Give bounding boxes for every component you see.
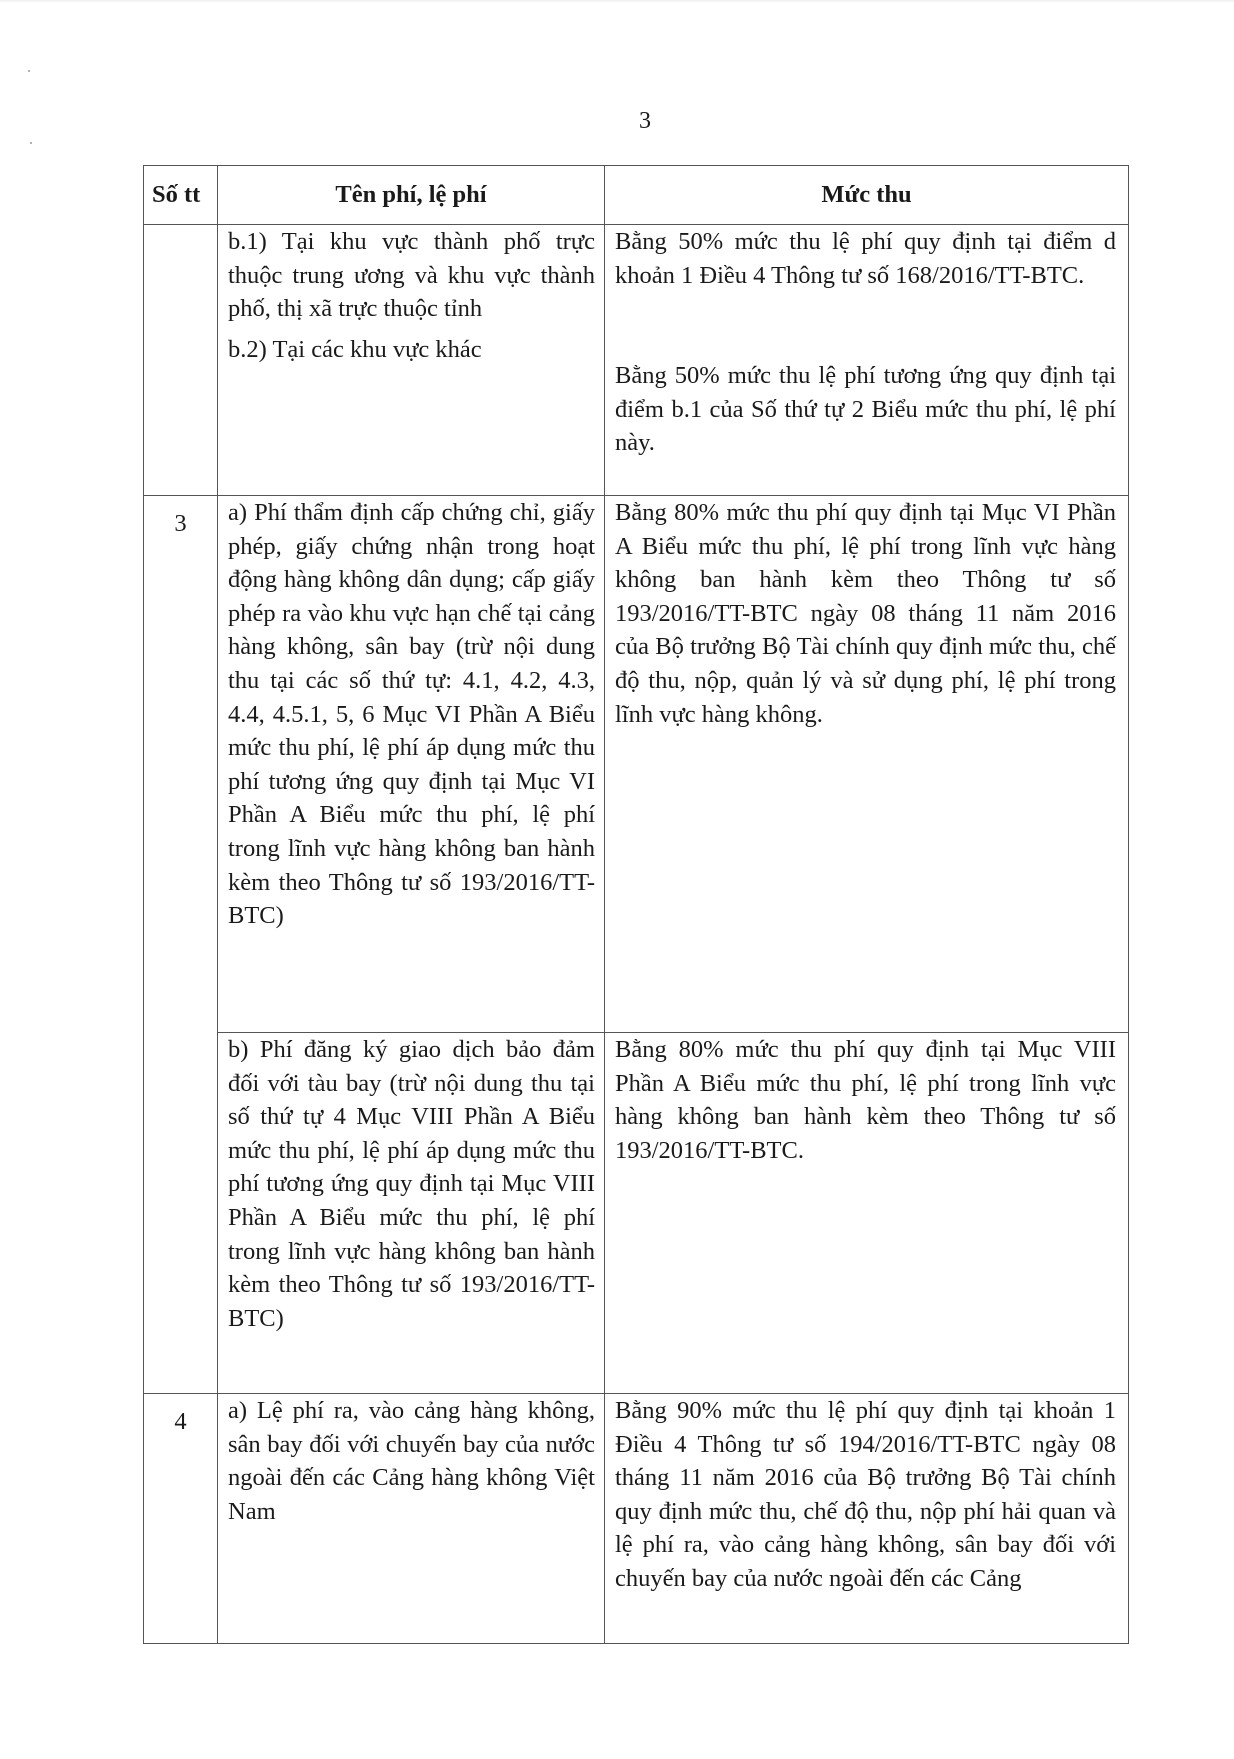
- scan-speck: [28, 70, 30, 72]
- row-fee-rate: [605, 1394, 1129, 1644]
- row-fee-name: [218, 225, 605, 496]
- stt-value: [144, 225, 217, 236]
- row-stt: [144, 496, 218, 1394]
- table-row: [144, 496, 1129, 1033]
- stt-value: 4: [174, 1408, 187, 1435]
- header-fee-rate: Mức thu: [605, 166, 1129, 225]
- scan-speck: [30, 142, 32, 144]
- fee-name-b2: b.2) Tại các khu vực khác: [228, 335, 482, 363]
- table-row: [144, 225, 1129, 496]
- header-fee-name: Tên phí, lệ phí: [218, 166, 605, 225]
- fee-rate-text: Bằng 80% mức thu phí quy định tại Mục VIII Phần A Biểu mức thu phí, lệ phí trong lĩnh vực hàng không ban hành kèm theo Thông tư số 193/2016/TT-BTC.: [615, 1036, 1116, 1164]
- stt-value: 3: [174, 510, 187, 537]
- row-stt: [144, 225, 218, 496]
- row-fee-name: [218, 1394, 605, 1644]
- fee-table: [143, 165, 1129, 1644]
- fee-rate-b2: Bằng 50% mức thu lệ phí tương ứng quy định tại điểm b.1 của Số thứ tự 2 Biểu mức thu phí, lệ phí này.: [615, 362, 1116, 457]
- row-stt: [144, 1394, 218, 1644]
- row-fee-name: [218, 1033, 605, 1394]
- fee-rate-text: Bằng 90% mức thu lệ phí quy định tại khoản 1 Điều 4 Thông tư số 194/2016/TT-BTC ngày 08 tháng 11 năm 2016 của Bộ trưởng Bộ Tài chính quy định mức thu, chế độ thu, nộp phí hải quan và lệ phí ra, vào cảng hàng không, sân bay đối với chuyến bay của nước ngoài đến các Cảng: [615, 1397, 1116, 1592]
- fee-rate-b1: Bằng 50% mức thu lệ phí quy định tại điểm d khoản 1 Điều 4 Thông tư số 168/2016/TT-BTC.: [615, 228, 1116, 289]
- fee-name-text: a) Phí thẩm định cấp chứng chỉ, giấy phép, giấy chứng nhận trong hoạt động hàng không dân dụng; cấp giấy phép ra vào khu vực hạn chế tại cảng hàng không, sân bay (trừ nội dung thu tại các số thứ tự: 4.1, 4.2, 4.3, 4.4, 4.5.1, 5, 6 Mục VI Phần A Biểu mức thu phí, lệ phí áp dụng mức thu phí tương ứng quy định tại Mục VI Phần A Biểu mức thu phí, lệ phí trong lĩnh vực hàng không ban hành kèm theo Thông tư số 193/2016/TT-BTC): [228, 499, 595, 930]
- header-stt: Số tt: [144, 166, 218, 225]
- page-edge: [0, 0, 1234, 3]
- page-number: 3: [639, 108, 651, 134]
- row-fee-rate: [605, 496, 1129, 1033]
- table-header-row: [144, 166, 1129, 225]
- row-fee-rate: [605, 225, 1129, 496]
- row-fee-rate: [605, 1033, 1129, 1394]
- table-row: [144, 1394, 1129, 1644]
- row-fee-name: [218, 496, 605, 1033]
- table-row: [144, 1033, 1129, 1394]
- fee-rate-text: Bằng 80% mức thu phí quy định tại Mục VI Phần A Biểu mức thu phí, lệ phí trong lĩnh vực hàng không ban hành kèm theo Thông tư số 193/2016/TT-BTC ngày 08 tháng 11 năm 2016 của Bộ trưởng Bộ Tài chính quy định mức thu, chế độ thu, nộp, quản lý và sử dụng phí, lệ phí trong lĩnh vực hàng không.: [615, 499, 1116, 728]
- fee-name-text: a) Lệ phí ra, vào cảng hàng không, sân bay đối với chuyến bay của nước ngoài đến các Cảng hàng không Việt Nam: [228, 1397, 595, 1525]
- fee-name-text: b) Phí đăng ký giao dịch bảo đảm đối với tàu bay (trừ nội dung thu tại số thứ tự 4 Mục VIII Phần A Biểu mức thu phí, lệ phí áp dụng mức thu phí tương ứng quy định tại Mục VIII Phần A Biểu mức thu phí, lệ phí trong lĩnh vực hàng không ban hành kèm theo Thông tư số 193/2016/TT-BTC): [228, 1036, 595, 1332]
- fee-name-b1: b.1) Tại khu vực thành phố trực thuộc trung ương và khu vực thành phố, thị xã trực thuộc tỉnh: [228, 228, 595, 323]
